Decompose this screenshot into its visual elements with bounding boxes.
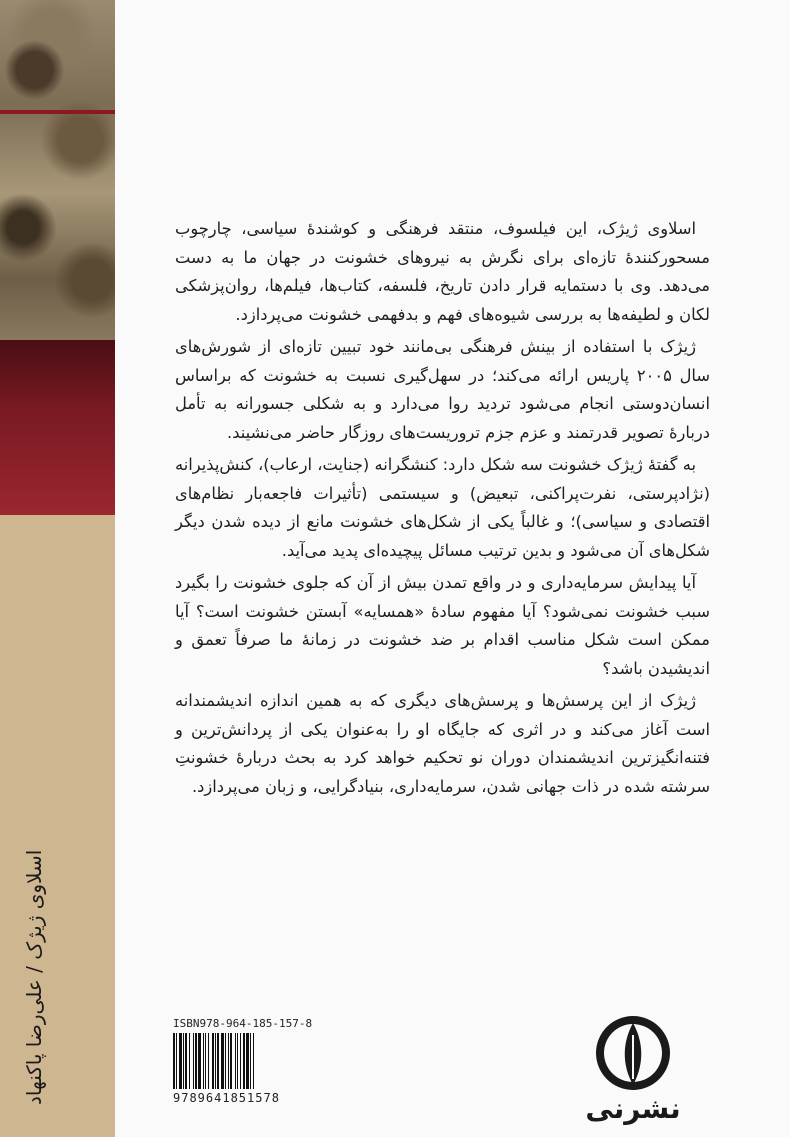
crimson-band: [0, 340, 115, 515]
publisher-logo-icon: [593, 1013, 673, 1093]
isbn-barcode: [173, 1017, 315, 1105]
textured-band: [0, 0, 115, 350]
isbn-label: ISBN978-964-185-157-8: [173, 1017, 313, 1030]
blurb-paragraph-4: آیا پیدایش سرمایه‌داری و در واقع تمدن بیش از آن که جلوی خشونت را بگیرد سبب خشونت نمی‌شود؟ آیا مفهوم سادهٔ «همسایه» آبستن خشونت است؟ آیا ممکن است شکل مناسب اقدام بر ضد خشونت در زمانهٔ ما صرفاً تعمق و اندیشیدن باشد؟: [175, 573, 710, 678]
blurb-paragraph-5: ژیژک از این پرسش‌ها و پرسش‌های دیگری که به همین اندازه اندیشمندانه است آغاز می‌کند و در اثری که جایگاه او را به‌عنوان یکی از پردانش‌ترین و فتنه‌انگیزترین اندیشمندان دوران نو تحکیم خواهد کرد به بحث دربارهٔ خشونتِ سرشته شده در ذات جهانی شدن، سرمایه‌داری، بنیادگرایی، و زبان می‌پردازد.: [175, 691, 710, 796]
red-rule: [0, 110, 115, 114]
barcode-bar: [254, 1033, 255, 1089]
blurb-paragraph-1: اسلاوی ژیژک، این فیلسوف، منتقد فرهنگی و کوشندهٔ سیاسی، چارچوب مسحورکنندهٔ تازه‌ای برای نگرش به نیروهای خشونت در جهان ما به دست می‌دهد. وی با دستمایه قرار دادن تاریخ، فلسفه، کتاب‌ها، فیلم‌ها، روان‌پزشکی لکان و لطیفه‌ها به بررسی شیوه‌های فهم و بدفهمی خشونت می‌پردازد.: [175, 219, 710, 324]
spine-author-translator: اسلاوی ژیژک / علی‌رضا پاکنهاد: [22, 849, 46, 1105]
blurb-paragraph-3: به گفتهٔ ژیژک خشونت سه شکل دارد: کنشگرانه (جنایت، ارعاب)، کنش‌پذیرانه (نژادپرستی، نفرت‌پراکنی، تبعیض) و سیستمی (تأثیرات فاجعه‌بار نظام‌های اقتصادی و سیاسی)؛ و غالباً یکی از شکل‌های خشونت مانع از دیده شدن دیگر شکل‌های آن می‌شود و بدین ترتیب مسائل پیچیده‌ای پدید می‌آید.: [175, 455, 710, 560]
publisher-name: نشرنی: [585, 1092, 681, 1125]
barcode-bars: [173, 1033, 315, 1089]
blurb-paragraph-2: ژیژک با استفاده از بینش فرهنگی بی‌مانند خود تبیین تازه‌ای از شورش‌های سال ۲۰۰۵ پاریس ارائه می‌کند؛ در سهل‌گیری نسبت به خشونت که براساس انسان‌دوستی انجام می‌شود تردید روا می‌دارد و به شکلی جسورانه به تأمل دربارهٔ تصویر قدرتمند و عزم جزم تروریست‌های روزگار حاضر می‌نشیند.: [175, 337, 711, 442]
cover-left-strip: [0, 0, 115, 1137]
ean-number: 9789641851578: [173, 1091, 280, 1105]
back-cover-blurb: [175, 215, 710, 805]
tan-band: [0, 515, 115, 1137]
